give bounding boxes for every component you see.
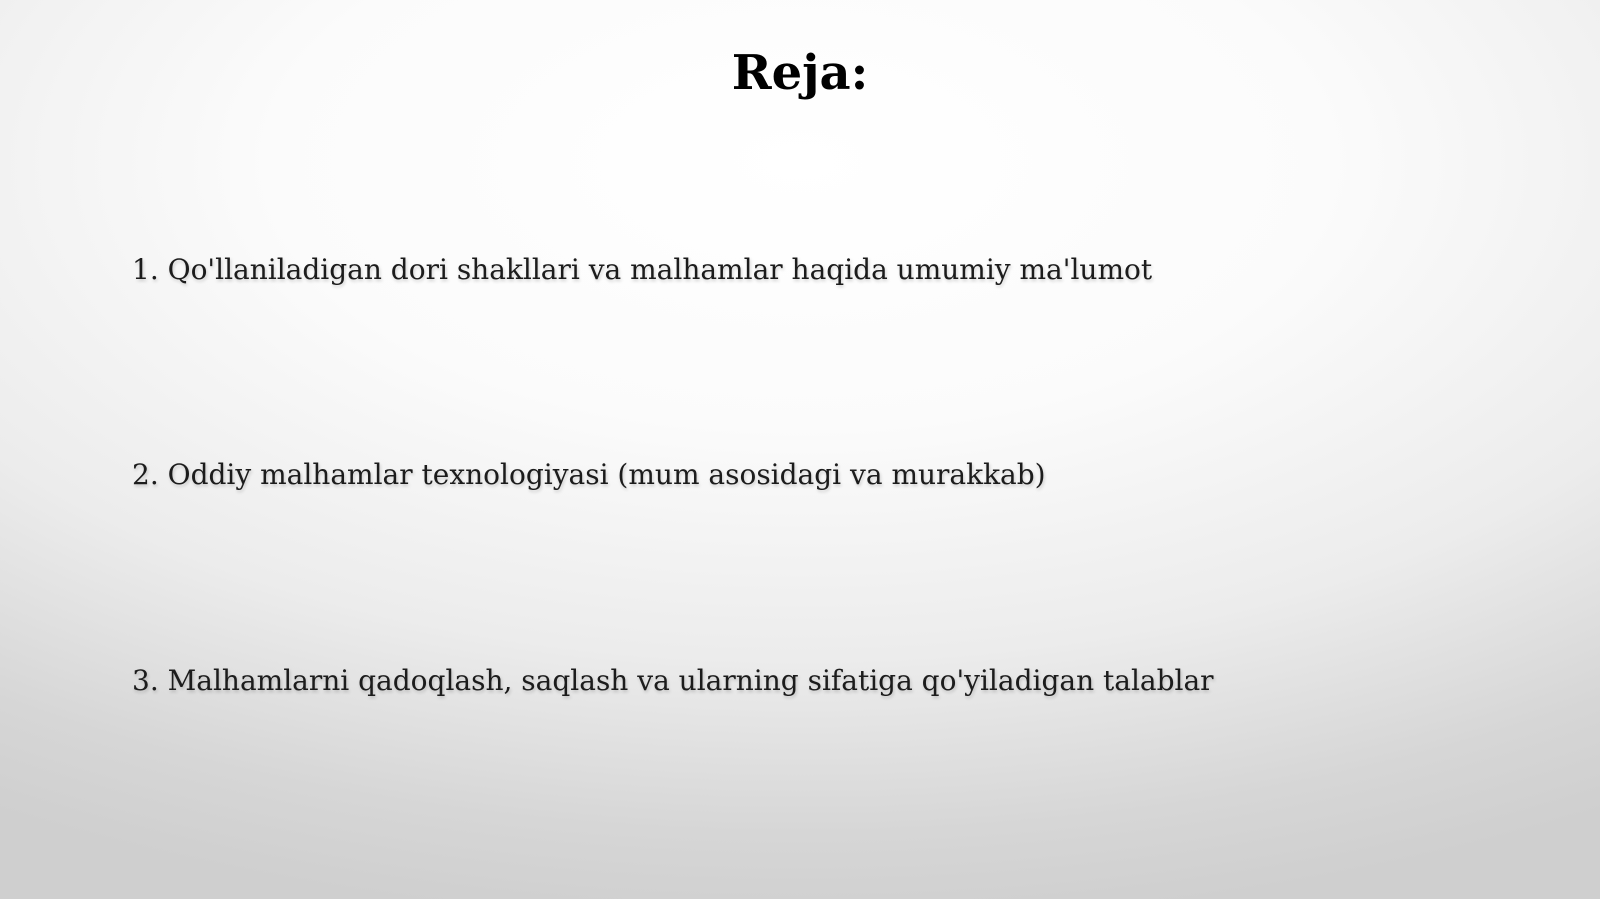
plan-item-3: 3. Malhamlarni qadoqlash, saqlash va ularning sifatiga qo'yiladigan talablar	[132, 664, 1214, 697]
plan-item-2: 2. Oddiy malhamlar texnologiyasi (mum asosidagi va murakkab)	[132, 458, 1046, 491]
slide-title: Reja:	[731, 45, 869, 101]
plan-item-1: 1. Qo'llaniladigan dori shakllari va malhamlar haqida umumiy ma'lumot	[132, 253, 1153, 286]
